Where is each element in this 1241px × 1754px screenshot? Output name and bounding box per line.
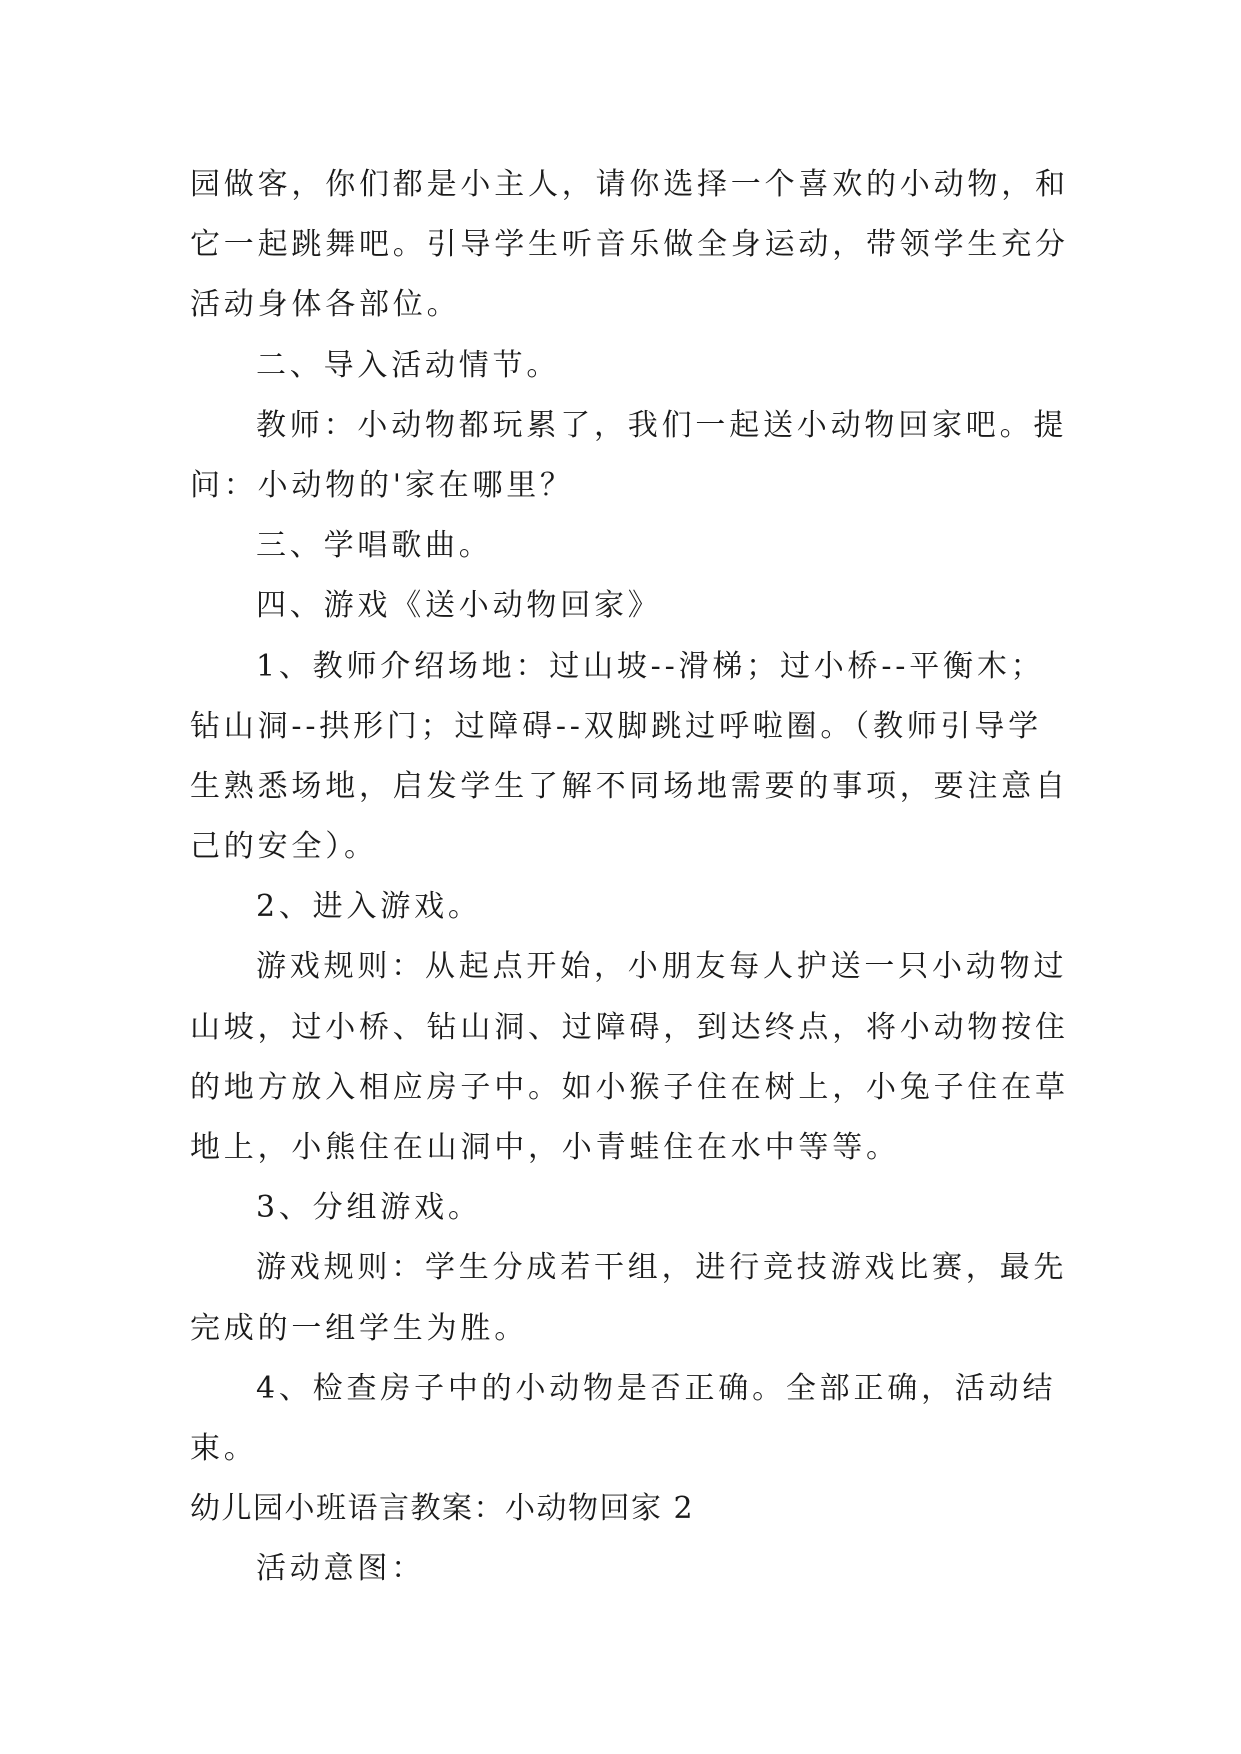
document-page — [190, 155, 1069, 1600]
paragraph-line: 游戏规则：从起点开始，小朋友每人护送一只小动物过 — [256, 949, 1068, 985]
paragraph-line: 钻山洞--拱形门；过障碍--双脚跳过呼啦圈。（教师引导学 — [190, 708, 1042, 744]
section-heading: 三、学唱歌曲。 — [256, 528, 493, 564]
document-title: 幼儿园小班语言教案：小动物回家 2 — [190, 1491, 695, 1527]
paragraph-line: 3、分组游戏。 — [256, 1190, 482, 1226]
paragraph-line: 游戏规则：学生分成若干组，进行竞技游戏比赛，最先 — [256, 1250, 1068, 1286]
paragraph-line: 地上，小熊住在山洞中，小青蛙住在水中等等。 — [190, 1130, 900, 1165]
paragraph-line: 它一起跳舞吧。引导学生听音乐做全身运动，带领学生充分 — [190, 227, 1069, 263]
paragraph-line: 活动身体各部位。 — [190, 287, 461, 323]
paragraph-line: 园做客，你们都是小主人，请你选择一个喜欢的小动物，和 — [190, 167, 1069, 202]
paragraph-line: 己的安全）。 — [190, 829, 378, 865]
paragraph-line: 4、检查房子中的小动物是否正确。全部正确，活动结 — [256, 1370, 1057, 1406]
paragraph-line: 1、教师介绍场地：过山坡--滑梯；过小桥--平衡木； — [256, 648, 1045, 684]
paragraph-line: 山坡，过小桥、钻山洞、过障碍，到达终点，将小动物按住 — [190, 1009, 1069, 1045]
section-heading: 活动意图： — [256, 1551, 425, 1587]
paragraph-line: 完成的一组学生为胜。 — [190, 1310, 528, 1346]
paragraph-line: 生熟悉场地，启发学生了解不同场地需要的事项，要注意自 — [190, 768, 1069, 804]
paragraph-line: 2、进入游戏。 — [256, 889, 482, 925]
paragraph-line: 问：小动物的'家在哪里？ — [190, 467, 574, 503]
section-heading: 四、游戏《送小动物回家》 — [256, 588, 662, 624]
paragraph-line: 束。 — [190, 1430, 258, 1466]
paragraph-line: 的地方放入相应房子中。如小猴子住在树上，小兔子住在草 — [190, 1069, 1069, 1105]
section-heading: 二、导入活动情节。 — [256, 347, 561, 383]
paragraph-line: 教师：小动物都玩累了，我们一起送小动物回家吧。提 — [256, 407, 1068, 443]
